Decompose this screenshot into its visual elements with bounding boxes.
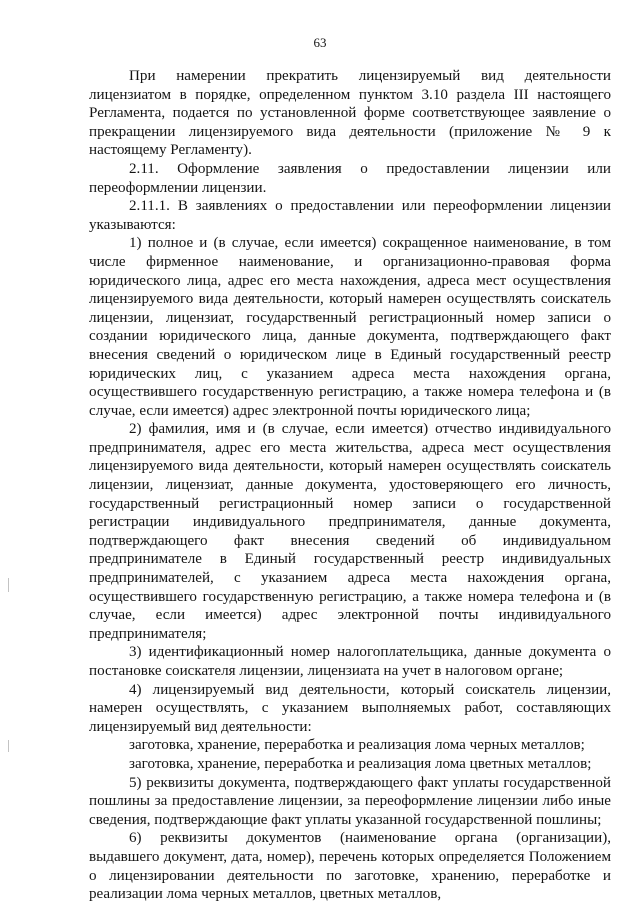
document-body <box>89 67 611 904</box>
scan-artifact <box>8 578 9 592</box>
paragraph-item-6: 6) реквизиты документов (наименование органа (организации), выдавшего документ, дата, номер), перечень которых определяется Положением о лицензировании деятельности по заготовке, хранению, переработке и реализации лома черных металлов, цветных металлов, <box>89 830 611 903</box>
scan-artifact <box>8 740 9 752</box>
paragraph-item-5: 5) реквизиты документа, подтверждающего факт уплаты государственной пошлины за предоставление лицензии, за переоформление лицензии либо иные сведения, подтверждающие факт уплаты указанной государственной пошлины; <box>89 774 611 828</box>
paragraph-termination: При намерении прекратить лицензируемый вид деятельности лицензиатом в порядке, определенном пунктом 3.10 раздела III настоящего Регламента, подается по установленной форме соответствующее заявление о прекращении лицензируемого вида деятельности (приложение № 9 к настоящему Регламенту). <box>89 68 611 159</box>
paragraph-item-2: 2) фамилия, имя и (в случае, если имеется) отчество индивидуального предпринимателя, адрес его места жительства, адреса мест осуществления лицензируемого вида деятельности, который намерен осуществлять соискатель лицензии, лицензиат, данные документа, удостоверяющего его личность, государственный регистрационный номер записи о государственной регистрации индивидуального предпринимателя, данные документа, подтверждающего факт внесения сведений об индивидуальном предпринимателе в Единый государственный реестр индивидуальных предпринимателей, с указанием адреса места нахождения органа, осуществившего государственную регистрацию, а также номера телефона и (в случае, если имеется) адрес электронной почты индивидуального предпринимателя; <box>89 421 611 642</box>
paragraph-2-11-1: 2.11.1. В заявлениях о предоставлении или переоформлении лицензии указываются: <box>89 198 611 233</box>
paragraph-item-3: 3) идентификационный номер налогоплательщика, данные документа о постановке соискателя лицензии, лицензиата на учет в налоговом органе; <box>89 644 611 679</box>
paragraph-ferrous-metals: заготовка, хранение, переработка и реализация лома черных металлов; <box>129 737 585 754</box>
paragraph-nonferrous-metals: заготовка, хранение, переработка и реализация лома цветных металлов; <box>129 755 592 772</box>
paragraph-2-11: 2.11. Оформление заявления о предоставлении лицензии или переоформлении лицензии. <box>89 160 611 196</box>
paragraph-item-4: 4) лицензируемый вид деятельности, который соискатель лицензии, намерен осуществлять, с указанием выполняемых работ, составляющих лицензируемый вид деятельности: <box>89 681 611 735</box>
page-number: 63 <box>313 35 327 50</box>
paragraph-item-1: 1) полное и (в случае, если имеется) сокращенное наименование, в том числе фирменное наименование, и организационно-правовая форма юридического лица, адрес его места нахождения, адреса мест осуществления лицензируемого вида деятельности, который намерен осуществлять соискатель лицензии, лицензиат, государственный регистрационный номер записи о создании юридического лица, данные документа, подтверждающего факт внесения сведений о юридическом лице в Единый государственный реестр юридических лиц, с указанием адреса места нахождения органа, осуществившего государственную регистрацию, а также номера телефона и (в случае, если имеется) адрес электронной почты юридического лица; <box>89 235 611 419</box>
